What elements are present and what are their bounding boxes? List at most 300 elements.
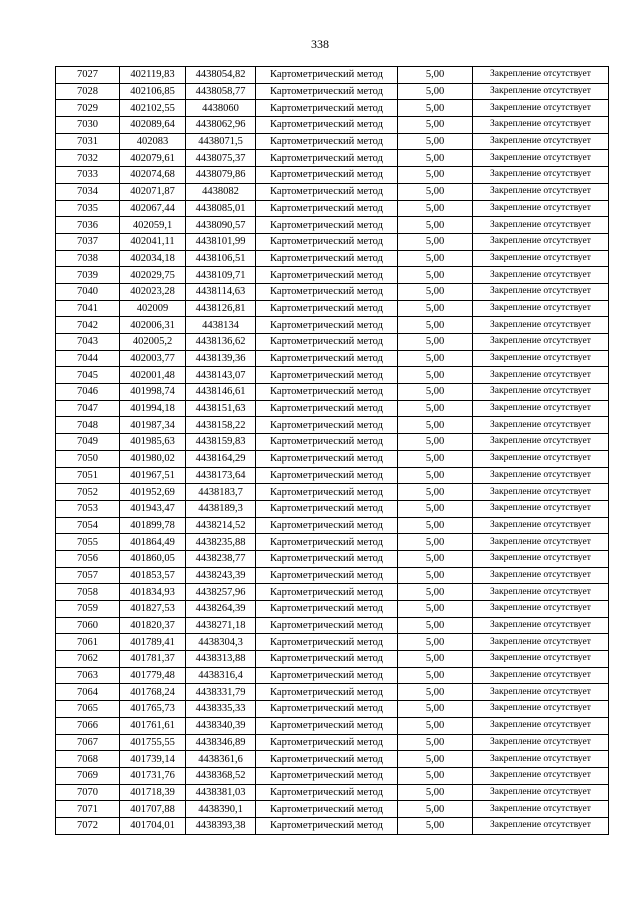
- accuracy-cell: 5,00: [398, 634, 473, 651]
- fixation-cell: Закрепление отсутствует: [473, 634, 609, 651]
- table-row: [56, 267, 609, 284]
- table-row: [56, 183, 609, 200]
- fixation-cell: Закрепление отсутствует: [473, 417, 609, 434]
- table-row: [56, 751, 609, 768]
- accuracy-cell: 5,00: [398, 317, 473, 334]
- fixation-cell: Закрепление отсутствует: [473, 384, 609, 401]
- point-number-cell: 7033: [56, 167, 120, 184]
- y-coordinate-cell: 4438058,77: [186, 83, 256, 100]
- x-coordinate-cell: 402023,28: [120, 283, 186, 300]
- accuracy-cell: 5,00: [398, 150, 473, 167]
- method-cell: Картометрический метод: [256, 801, 398, 818]
- accuracy-cell: 5,00: [398, 617, 473, 634]
- point-number-cell: 7045: [56, 367, 120, 384]
- point-number-cell: 7041: [56, 300, 120, 317]
- x-coordinate-cell: 401998,74: [120, 384, 186, 401]
- y-coordinate-cell: 4438143,07: [186, 367, 256, 384]
- point-number-cell: 7052: [56, 484, 120, 501]
- accuracy-cell: 5,00: [398, 384, 473, 401]
- fixation-cell: Закрепление отсутствует: [473, 667, 609, 684]
- y-coordinate-cell: 4438390,1: [186, 801, 256, 818]
- table-row: [56, 767, 609, 784]
- point-number-cell: 7055: [56, 534, 120, 551]
- method-cell: Картометрический метод: [256, 584, 398, 601]
- fixation-cell: Закрепление отсутствует: [473, 317, 609, 334]
- accuracy-cell: 5,00: [398, 601, 473, 618]
- method-cell: Картометрический метод: [256, 567, 398, 584]
- y-coordinate-cell: 4438257,96: [186, 584, 256, 601]
- point-number-cell: 7059: [56, 601, 120, 618]
- fixation-cell: Закрепление отсутствует: [473, 167, 609, 184]
- accuracy-cell: 5,00: [398, 534, 473, 551]
- y-coordinate-cell: 4438126,81: [186, 300, 256, 317]
- y-coordinate-cell: 4438243,39: [186, 567, 256, 584]
- x-coordinate-cell: 402001,48: [120, 367, 186, 384]
- table-row: [56, 801, 609, 818]
- fixation-cell: Закрепление отсутствует: [473, 300, 609, 317]
- fixation-cell: Закрепление отсутствует: [473, 550, 609, 567]
- fixation-cell: Закрепление отсутствует: [473, 200, 609, 217]
- point-number-cell: 7058: [56, 584, 120, 601]
- accuracy-cell: 5,00: [398, 300, 473, 317]
- y-coordinate-cell: 4438159,83: [186, 434, 256, 451]
- method-cell: Картометрический метод: [256, 617, 398, 634]
- x-coordinate-cell: 402003,77: [120, 350, 186, 367]
- y-coordinate-cell: 4438090,57: [186, 217, 256, 234]
- x-coordinate-cell: 402102,55: [120, 100, 186, 117]
- method-cell: Картометрический метод: [256, 350, 398, 367]
- method-cell: Картометрический метод: [256, 67, 398, 84]
- method-cell: Картометрический метод: [256, 601, 398, 618]
- method-cell: Картометрический метод: [256, 167, 398, 184]
- point-number-cell: 7037: [56, 233, 120, 250]
- point-number-cell: 7053: [56, 500, 120, 517]
- point-number-cell: 7060: [56, 617, 120, 634]
- accuracy-cell: 5,00: [398, 83, 473, 100]
- method-cell: Картометрический метод: [256, 751, 398, 768]
- table-row: [56, 384, 609, 401]
- y-coordinate-cell: 4438139,36: [186, 350, 256, 367]
- fixation-cell: Закрепление отсутствует: [473, 534, 609, 551]
- table-row: [56, 701, 609, 718]
- point-number-cell: 7063: [56, 667, 120, 684]
- accuracy-cell: 5,00: [398, 717, 473, 734]
- point-number-cell: 7049: [56, 434, 120, 451]
- method-cell: Картометрический метод: [256, 384, 398, 401]
- x-coordinate-cell: 401860,05: [120, 550, 186, 567]
- x-coordinate-cell: 401779,48: [120, 667, 186, 684]
- fixation-cell: Закрепление отсутствует: [473, 701, 609, 718]
- method-cell: Картометрический метод: [256, 367, 398, 384]
- fixation-cell: Закрепление отсутствует: [473, 250, 609, 267]
- table-row: [56, 117, 609, 134]
- y-coordinate-cell: 4438264,39: [186, 601, 256, 618]
- point-number-cell: 7051: [56, 467, 120, 484]
- method-cell: Картометрический метод: [256, 651, 398, 668]
- method-cell: Картометрический метод: [256, 667, 398, 684]
- fixation-cell: Закрепление отсутствует: [473, 751, 609, 768]
- table-row: [56, 634, 609, 651]
- method-cell: Картометрический метод: [256, 100, 398, 117]
- point-number-cell: 7050: [56, 450, 120, 467]
- point-number-cell: 7032: [56, 150, 120, 167]
- fixation-cell: Закрепление отсутствует: [473, 267, 609, 284]
- y-coordinate-cell: 4438079,86: [186, 167, 256, 184]
- point-number-cell: 7061: [56, 634, 120, 651]
- x-coordinate-cell: 401704,01: [120, 817, 186, 834]
- y-coordinate-cell: 4438346,89: [186, 734, 256, 751]
- fixation-cell: Закрепление отсутствует: [473, 150, 609, 167]
- method-cell: Картометрический метод: [256, 634, 398, 651]
- x-coordinate-cell: 401768,24: [120, 684, 186, 701]
- y-coordinate-cell: 4438114,63: [186, 283, 256, 300]
- accuracy-cell: 5,00: [398, 350, 473, 367]
- table-row: [56, 467, 609, 484]
- fixation-cell: Закрепление отсутствует: [473, 400, 609, 417]
- accuracy-cell: 5,00: [398, 434, 473, 451]
- point-number-cell: 7035: [56, 200, 120, 217]
- method-cell: Картометрический метод: [256, 784, 398, 801]
- point-number-cell: 7066: [56, 717, 120, 734]
- x-coordinate-cell: 401853,57: [120, 567, 186, 584]
- x-coordinate-cell: 402009: [120, 300, 186, 317]
- y-coordinate-cell: 4438101,99: [186, 233, 256, 250]
- accuracy-cell: 5,00: [398, 167, 473, 184]
- method-cell: Картометрический метод: [256, 734, 398, 751]
- table-row: [56, 484, 609, 501]
- y-coordinate-cell: 4438158,22: [186, 417, 256, 434]
- accuracy-cell: 5,00: [398, 500, 473, 517]
- method-cell: Картометрический метод: [256, 434, 398, 451]
- x-coordinate-cell: 401718,39: [120, 784, 186, 801]
- table-row: [56, 250, 609, 267]
- table-row: [56, 717, 609, 734]
- x-coordinate-cell: 402005,2: [120, 334, 186, 351]
- fixation-cell: Закрепление отсутствует: [473, 233, 609, 250]
- fixation-cell: Закрепление отсутствует: [473, 217, 609, 234]
- x-coordinate-cell: 401707,88: [120, 801, 186, 818]
- x-coordinate-cell: 402089,64: [120, 117, 186, 134]
- point-number-cell: 7048: [56, 417, 120, 434]
- method-cell: Картометрический метод: [256, 283, 398, 300]
- fixation-cell: Закрепление отсутствует: [473, 717, 609, 734]
- fixation-cell: Закрепление отсутствует: [473, 734, 609, 751]
- x-coordinate-cell: 401967,51: [120, 467, 186, 484]
- accuracy-cell: 5,00: [398, 133, 473, 150]
- point-number-cell: 7042: [56, 317, 120, 334]
- y-coordinate-cell: 4438235,88: [186, 534, 256, 551]
- y-coordinate-cell: 4438304,3: [186, 634, 256, 651]
- x-coordinate-cell: 401994,18: [120, 400, 186, 417]
- point-number-cell: 7031: [56, 133, 120, 150]
- x-coordinate-cell: 402034,18: [120, 250, 186, 267]
- fixation-cell: Закрепление отсутствует: [473, 100, 609, 117]
- fixation-cell: Закрепление отсутствует: [473, 183, 609, 200]
- accuracy-cell: 5,00: [398, 417, 473, 434]
- fixation-cell: Закрепление отсутствует: [473, 133, 609, 150]
- x-coordinate-cell: 401987,34: [120, 417, 186, 434]
- table-row: [56, 617, 609, 634]
- fixation-cell: Закрепление отсутствует: [473, 500, 609, 517]
- x-coordinate-cell: 402106,85: [120, 83, 186, 100]
- y-coordinate-cell: 4438136,62: [186, 334, 256, 351]
- fixation-cell: Закрепление отсутствует: [473, 684, 609, 701]
- table-row: [56, 200, 609, 217]
- x-coordinate-cell: 401755,55: [120, 734, 186, 751]
- accuracy-cell: 5,00: [398, 684, 473, 701]
- accuracy-cell: 5,00: [398, 767, 473, 784]
- table-row: [56, 83, 609, 100]
- table-row: [56, 400, 609, 417]
- method-cell: Картометрический метод: [256, 767, 398, 784]
- fixation-cell: Закрепление отсутствует: [473, 450, 609, 467]
- accuracy-cell: 5,00: [398, 267, 473, 284]
- method-cell: Картометрический метод: [256, 450, 398, 467]
- y-coordinate-cell: 4438146,61: [186, 384, 256, 401]
- y-coordinate-cell: 4438316,4: [186, 667, 256, 684]
- y-coordinate-cell: 4438060: [186, 100, 256, 117]
- x-coordinate-cell: 401864,49: [120, 534, 186, 551]
- page-number: 338: [311, 37, 329, 51]
- fixation-cell: Закрепление отсутствует: [473, 83, 609, 100]
- method-cell: Картометрический метод: [256, 267, 398, 284]
- table-body: [56, 67, 609, 835]
- point-number-cell: 7029: [56, 100, 120, 117]
- y-coordinate-cell: 4438062,96: [186, 117, 256, 134]
- method-cell: Картометрический метод: [256, 83, 398, 100]
- fixation-cell: Закрепление отсутствует: [473, 784, 609, 801]
- y-coordinate-cell: 4438054,82: [186, 67, 256, 84]
- method-cell: Картометрический метод: [256, 717, 398, 734]
- point-number-cell: 7056: [56, 550, 120, 567]
- y-coordinate-cell: 4438106,51: [186, 250, 256, 267]
- point-number-cell: 7068: [56, 751, 120, 768]
- point-number-cell: 7071: [56, 801, 120, 818]
- point-number-cell: 7030: [56, 117, 120, 134]
- table-row: [56, 283, 609, 300]
- method-cell: Картометрический метод: [256, 200, 398, 217]
- method-cell: Картометрический метод: [256, 550, 398, 567]
- table-row: [56, 150, 609, 167]
- y-coordinate-cell: 4438164,29: [186, 450, 256, 467]
- x-coordinate-cell: 401739,14: [120, 751, 186, 768]
- point-number-cell: 7046: [56, 384, 120, 401]
- x-coordinate-cell: 401834,93: [120, 584, 186, 601]
- fixation-cell: Закрепление отсутствует: [473, 651, 609, 668]
- fixation-cell: Закрепление отсутствует: [473, 117, 609, 134]
- fixation-cell: Закрепление отсутствует: [473, 801, 609, 818]
- accuracy-cell: 5,00: [398, 200, 473, 217]
- x-coordinate-cell: 402071,87: [120, 183, 186, 200]
- accuracy-cell: 5,00: [398, 400, 473, 417]
- point-number-cell: 7069: [56, 767, 120, 784]
- accuracy-cell: 5,00: [398, 283, 473, 300]
- point-number-cell: 7067: [56, 734, 120, 751]
- y-coordinate-cell: 4438361,6: [186, 751, 256, 768]
- table-row: [56, 300, 609, 317]
- accuracy-cell: 5,00: [398, 217, 473, 234]
- point-number-cell: 7036: [56, 217, 120, 234]
- y-coordinate-cell: 4438393,38: [186, 817, 256, 834]
- point-number-cell: 7034: [56, 183, 120, 200]
- method-cell: Картометрический метод: [256, 334, 398, 351]
- x-coordinate-cell: 401781,37: [120, 651, 186, 668]
- fixation-cell: Закрепление отсутствует: [473, 817, 609, 834]
- table-row: [56, 684, 609, 701]
- x-coordinate-cell: 401952,69: [120, 484, 186, 501]
- point-number-cell: 7027: [56, 67, 120, 84]
- fixation-cell: Закрепление отсутствует: [473, 334, 609, 351]
- table-row: [56, 584, 609, 601]
- accuracy-cell: 5,00: [398, 334, 473, 351]
- x-coordinate-cell: 402041,11: [120, 233, 186, 250]
- x-coordinate-cell: 402074,68: [120, 167, 186, 184]
- accuracy-cell: 5,00: [398, 450, 473, 467]
- y-coordinate-cell: 4438331,79: [186, 684, 256, 701]
- table-row: [56, 450, 609, 467]
- fixation-cell: Закрепление отсутствует: [473, 567, 609, 584]
- table-row: [56, 734, 609, 751]
- method-cell: Картометрический метод: [256, 250, 398, 267]
- point-number-cell: 7070: [56, 784, 120, 801]
- y-coordinate-cell: 4438238,77: [186, 550, 256, 567]
- point-number-cell: 7062: [56, 651, 120, 668]
- x-coordinate-cell: 402006,31: [120, 317, 186, 334]
- point-number-cell: 7057: [56, 567, 120, 584]
- point-number-cell: 7065: [56, 701, 120, 718]
- y-coordinate-cell: 4438368,52: [186, 767, 256, 784]
- fixation-cell: Закрепление отсутствует: [473, 467, 609, 484]
- accuracy-cell: 5,00: [398, 117, 473, 134]
- table-row: [56, 550, 609, 567]
- table-row: [56, 417, 609, 434]
- method-cell: Картометрический метод: [256, 233, 398, 250]
- method-cell: Картометрический метод: [256, 183, 398, 200]
- table-row: [56, 233, 609, 250]
- table-row: [56, 601, 609, 618]
- point-number-cell: 7054: [56, 517, 120, 534]
- x-coordinate-cell: 401731,76: [120, 767, 186, 784]
- table-row: [56, 784, 609, 801]
- fixation-cell: Закрепление отсутствует: [473, 434, 609, 451]
- method-cell: Картометрический метод: [256, 317, 398, 334]
- accuracy-cell: 5,00: [398, 550, 473, 567]
- table-row: [56, 334, 609, 351]
- y-coordinate-cell: 4438075,37: [186, 150, 256, 167]
- table-row: [56, 100, 609, 117]
- y-coordinate-cell: 4438214,52: [186, 517, 256, 534]
- accuracy-cell: 5,00: [398, 517, 473, 534]
- accuracy-cell: 5,00: [398, 751, 473, 768]
- y-coordinate-cell: 4438340,39: [186, 717, 256, 734]
- y-coordinate-cell: 4438271,18: [186, 617, 256, 634]
- point-number-cell: 7044: [56, 350, 120, 367]
- accuracy-cell: 5,00: [398, 584, 473, 601]
- accuracy-cell: 5,00: [398, 183, 473, 200]
- coordinates-table: [55, 66, 609, 835]
- table-row: [56, 167, 609, 184]
- method-cell: Картометрический метод: [256, 400, 398, 417]
- point-number-cell: 7047: [56, 400, 120, 417]
- x-coordinate-cell: 401789,41: [120, 634, 186, 651]
- y-coordinate-cell: 4438151,63: [186, 400, 256, 417]
- method-cell: Картометрический метод: [256, 467, 398, 484]
- table-row: [56, 317, 609, 334]
- accuracy-cell: 5,00: [398, 567, 473, 584]
- y-coordinate-cell: 4438313,88: [186, 651, 256, 668]
- y-coordinate-cell: 4438071,5: [186, 133, 256, 150]
- fixation-cell: Закрепление отсутствует: [473, 584, 609, 601]
- x-coordinate-cell: 402119,83: [120, 67, 186, 84]
- y-coordinate-cell: 4438109,71: [186, 267, 256, 284]
- point-number-cell: 7039: [56, 267, 120, 284]
- accuracy-cell: 5,00: [398, 250, 473, 267]
- table-row: [56, 817, 609, 834]
- fixation-cell: Закрепление отсутствует: [473, 350, 609, 367]
- table-row: [56, 567, 609, 584]
- method-cell: Картометрический метод: [256, 484, 398, 501]
- accuracy-cell: 5,00: [398, 367, 473, 384]
- fixation-cell: Закрепление отсутствует: [473, 601, 609, 618]
- y-coordinate-cell: 4438335,33: [186, 701, 256, 718]
- fixation-cell: Закрепление отсутствует: [473, 484, 609, 501]
- x-coordinate-cell: 401827,53: [120, 601, 186, 618]
- fixation-cell: Закрепление отсутствует: [473, 283, 609, 300]
- x-coordinate-cell: 401899,78: [120, 517, 186, 534]
- x-coordinate-cell: 401820,37: [120, 617, 186, 634]
- table-row: [56, 217, 609, 234]
- accuracy-cell: 5,00: [398, 701, 473, 718]
- y-coordinate-cell: 4438183,7: [186, 484, 256, 501]
- accuracy-cell: 5,00: [398, 784, 473, 801]
- fixation-cell: Закрепление отсутствует: [473, 617, 609, 634]
- point-number-cell: 7028: [56, 83, 120, 100]
- table-row: [56, 651, 609, 668]
- table-row: [56, 350, 609, 367]
- y-coordinate-cell: 4438381,03: [186, 784, 256, 801]
- fixation-cell: Закрепление отсутствует: [473, 767, 609, 784]
- y-coordinate-cell: 4438134: [186, 317, 256, 334]
- x-coordinate-cell: 401761,61: [120, 717, 186, 734]
- x-coordinate-cell: 401985,63: [120, 434, 186, 451]
- accuracy-cell: 5,00: [398, 67, 473, 84]
- accuracy-cell: 5,00: [398, 467, 473, 484]
- x-coordinate-cell: 402029,75: [120, 267, 186, 284]
- x-coordinate-cell: 401765,73: [120, 701, 186, 718]
- accuracy-cell: 5,00: [398, 484, 473, 501]
- method-cell: Картометрический метод: [256, 117, 398, 134]
- table-row: [56, 667, 609, 684]
- accuracy-cell: 5,00: [398, 734, 473, 751]
- y-coordinate-cell: 4438189,3: [186, 500, 256, 517]
- x-coordinate-cell: 402067,44: [120, 200, 186, 217]
- accuracy-cell: 5,00: [398, 801, 473, 818]
- table-row: [56, 517, 609, 534]
- x-coordinate-cell: 402083: [120, 133, 186, 150]
- method-cell: Картометрический метод: [256, 500, 398, 517]
- table-row: [56, 67, 609, 84]
- accuracy-cell: 5,00: [398, 651, 473, 668]
- table-row: [56, 500, 609, 517]
- accuracy-cell: 5,00: [398, 233, 473, 250]
- fixation-cell: Закрепление отсутствует: [473, 517, 609, 534]
- x-coordinate-cell: 401943,47: [120, 500, 186, 517]
- point-number-cell: 7038: [56, 250, 120, 267]
- method-cell: Картометрический метод: [256, 701, 398, 718]
- point-number-cell: 7040: [56, 283, 120, 300]
- method-cell: Картометрический метод: [256, 534, 398, 551]
- method-cell: Картометрический метод: [256, 150, 398, 167]
